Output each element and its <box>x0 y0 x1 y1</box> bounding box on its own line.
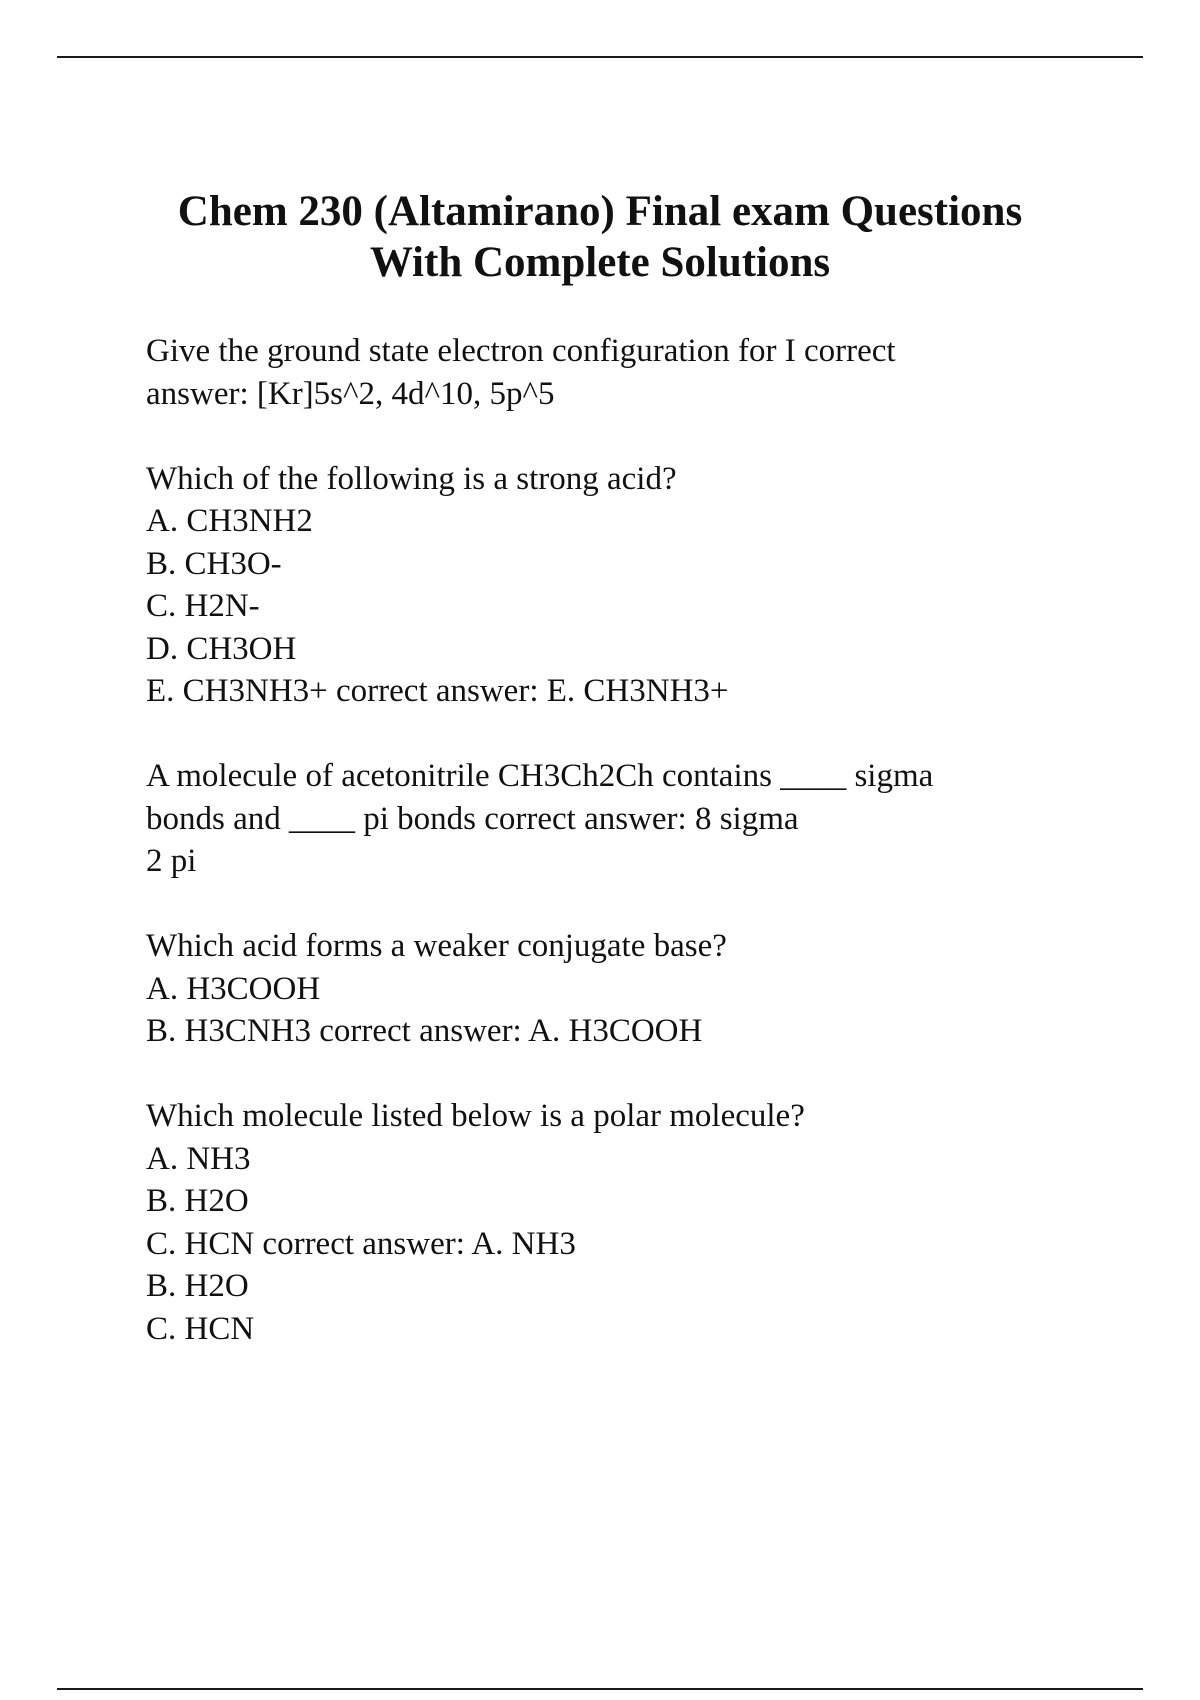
question-answer-line: bonds and ____ pi bonds correct answer: 8 sigma <box>146 800 799 837</box>
question-text: Which acid forms a weaker conjugate base? <box>146 928 727 964</box>
option-answer-line: C. HCN correct answer: A. NH3 <box>146 1225 576 1262</box>
option-answer-line: B. H3CNH3 correct answer: A. H3COOH <box>146 1013 703 1049</box>
option-line: A. H3COOH <box>146 970 321 1007</box>
option-line: A. CH3NH2 <box>146 503 313 539</box>
answer-text: 2 pi <box>146 843 197 879</box>
footer-divider <box>57 1688 1143 1690</box>
title-line-1: Chem 230 (Altamirano) Final exam Questions <box>177 188 1023 235</box>
header-divider <box>57 56 1143 58</box>
option-line: C. H2N- <box>146 588 260 624</box>
question-block-1 <box>146 330 1046 415</box>
answer-text: answer: [Kr]5s^2, 4d^10, 5p^5 <box>146 375 555 412</box>
question-block-3 <box>146 755 1046 883</box>
document-title <box>0 186 1200 288</box>
option-line: B. CH3O- <box>146 545 282 582</box>
option-line: C. HCN <box>146 1310 255 1347</box>
option-answer-line: E. CH3NH3+ correct answer: E. CH3NH3+ <box>146 673 729 709</box>
question-text: Give the ground state electron configuration for I correct <box>146 333 896 369</box>
question-block-2 <box>146 458 1046 713</box>
question-text: A molecule of acetonitrile CH3Ch2Ch contains ____ sigma <box>146 758 934 794</box>
question-text: Which of the following is a strong acid? <box>146 460 677 497</box>
option-line: D. CH3OH <box>146 630 297 667</box>
option-line: B. H2O <box>146 1268 249 1304</box>
question-text: Which molecule listed below is a polar molecule? <box>146 1098 805 1134</box>
question-list <box>146 330 1046 1393</box>
title-line-2: With Complete Solutions <box>369 239 831 286</box>
question-block-4 <box>146 925 1046 1053</box>
option-line: A. NH3 <box>146 1140 251 1177</box>
question-block-5 <box>146 1095 1046 1350</box>
option-line: B. H2O <box>146 1183 249 1219</box>
